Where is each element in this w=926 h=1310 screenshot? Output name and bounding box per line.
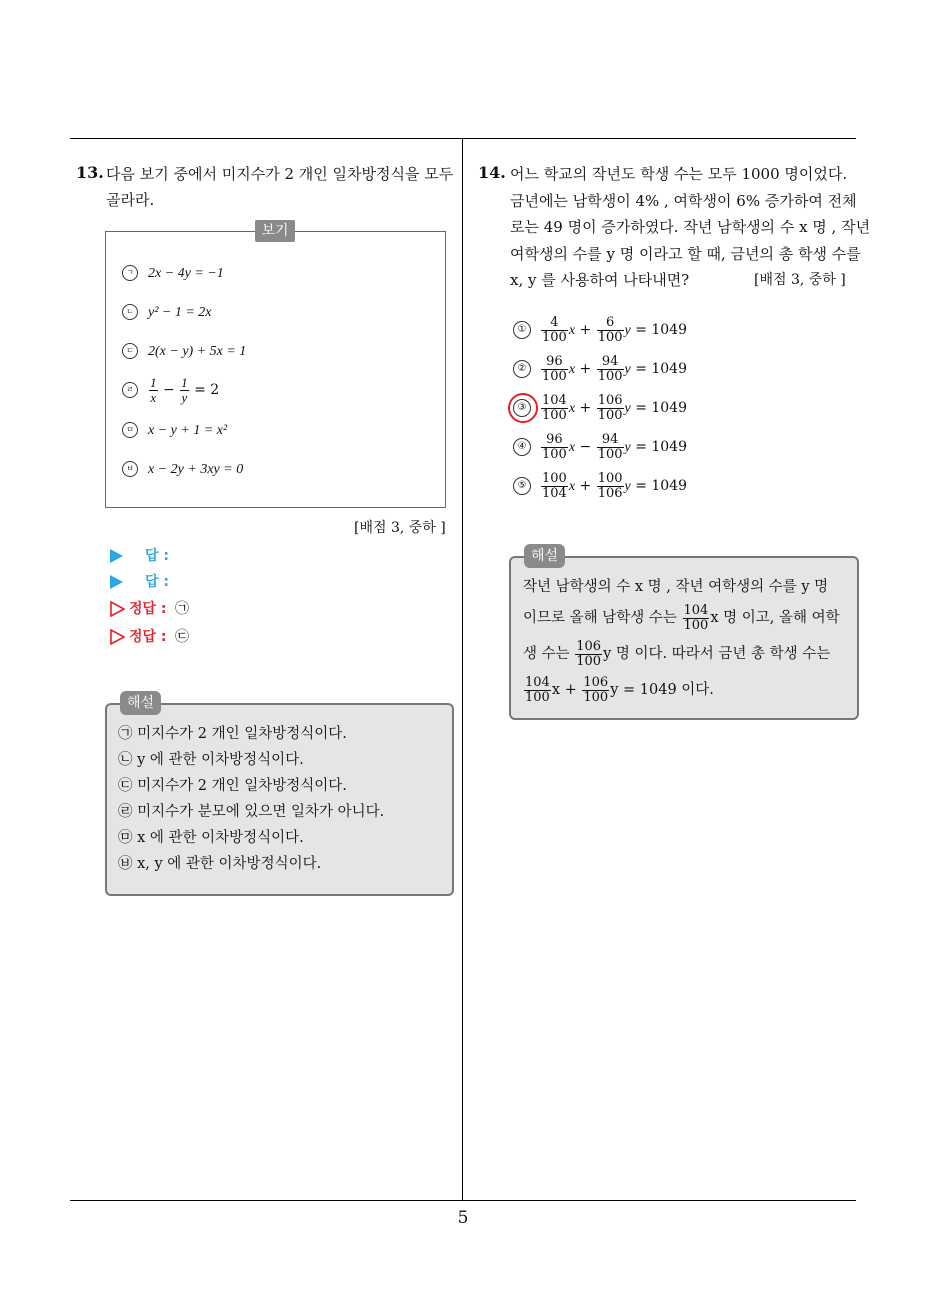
option-number: ① (513, 321, 531, 339)
bogi-item (122, 420, 227, 440)
explanation-line: ㉥ x, y 에 관한 이차방정식이다. (118, 856, 322, 872)
fraction: $\frac{104}{100}$ (525, 674, 550, 705)
bogi-label: 보기 (255, 220, 295, 242)
option-number: ② (513, 360, 531, 378)
explanation-line: 생 수는 $\frac{106}{100}$ y 명 이다. 따라서 금년 총 학생 수는 (523, 638, 831, 669)
option-2[interactable]: ② $\frac{96}{100}$ x + $\frac{94}{100}$ y = 1049 (513, 351, 687, 387)
fraction: $\frac{6}{100}$ (597, 314, 623, 345)
correct-answer-row (110, 598, 189, 620)
correct-answer-label: 정답 : (129, 601, 167, 617)
answer-label: 답 : (145, 548, 169, 564)
item-mark: ㄴ (122, 304, 138, 320)
page-number: 5 (457, 1208, 469, 1228)
fraction: $\frac{1}{x}$ (150, 374, 157, 405)
answer-label: 답 : (145, 574, 169, 590)
bogi-item (122, 372, 219, 408)
fraction: $\frac{106}{100}$ (583, 674, 609, 705)
q14-number: 14. (478, 163, 506, 182)
item-expr: x − y + 1 = x² (148, 423, 228, 438)
q14-score: [배점 3, 중하 ] (754, 272, 846, 288)
explanation-line: ㉡ y 에 관한 이차방정식이다. (118, 752, 304, 768)
q14-line: x, y 를 사용하여 나타내면? (510, 271, 690, 289)
fraction: $\frac{104}{100}$ (683, 602, 709, 633)
triangle-filled-icon (110, 549, 123, 563)
fraction: $\frac{96}{100}$ (542, 431, 567, 462)
q14-explanation-label: 해설 (524, 544, 565, 568)
item-expr: − (162, 382, 175, 398)
q13-explanation-text (118, 721, 384, 877)
answer-row (110, 545, 169, 567)
top-rule (70, 138, 856, 139)
q13-text-line1: 다음 보기 중에서 미지수가 2 개인 일차방정식을 모두 (106, 165, 454, 183)
explanation-line: 이므로 올해 남학생 수는 $\frac{104}{100}$ x 명 이고, 올해 여학 (523, 602, 840, 633)
item-expr: y² − 1 = 2x (148, 305, 212, 320)
fraction: $\frac{100}{106}$ (597, 470, 623, 501)
explanation-line: ㉠ 미지수가 2 개인 일차방정식이다. (118, 726, 347, 742)
bottom-rule (70, 1200, 856, 1201)
correct-answer-row (110, 626, 189, 648)
fraction: $\frac{1}{y}$ (181, 374, 188, 405)
correct-answer-label: 정답 : (129, 629, 167, 645)
fraction: $\frac{104}{100}$ (542, 392, 567, 423)
bogi-item (122, 459, 243, 479)
item-expr: x − 2y + 3xy = 0 (148, 462, 244, 477)
option-3[interactable]: ③ $\frac{104}{100}$ x + $\frac{106}{100}$ y = 1049 (513, 390, 687, 426)
q14-line: 여학생의 수를 y 명 이라고 할 때, 금년의 총 학생 수를 (510, 244, 861, 263)
q13-text-line2: 골라라. (106, 191, 155, 209)
option-1[interactable]: ① $\frac{4}{100}$ x + $\frac{6}{100}$ y = 1049 (513, 312, 687, 348)
option-number: ④ (513, 438, 531, 456)
item-mark: ㅁ (122, 422, 138, 438)
item-mark: ㄱ (122, 265, 138, 281)
answer-row (110, 571, 169, 593)
triangle-outline-icon (110, 601, 125, 617)
item-expr: 2x − 4y = −1 (148, 266, 224, 281)
bogi-item (122, 341, 246, 361)
q14-line: 어느 학교의 작년도 학생 수는 모두 1000 명이었다. (510, 165, 848, 183)
explanation-line: 작년 남학생의 수 x 명 , 작년 여학생의 수를 y 명 (523, 579, 829, 595)
item-mark: ㄷ (122, 343, 138, 359)
q13-number: 13. (76, 163, 104, 182)
option-5[interactable]: ⑤ $\frac{100}{104}$ x + $\frac{100}{106}$ y = 1049 (513, 468, 687, 504)
bogi-item (122, 263, 224, 283)
q13-explanation-label: 해설 (120, 691, 161, 715)
fraction: $\frac{106}{100}$ (597, 392, 623, 423)
correct-answer-value: ㉢ (174, 629, 189, 645)
bogi-item (122, 302, 212, 322)
item-expr: = 2 (194, 382, 220, 398)
fraction: $\frac{96}{100}$ (542, 353, 567, 384)
column-divider (462, 139, 463, 1201)
item-expr: 2(x − y) + 5x = 1 (148, 344, 247, 359)
fraction: $\frac{4}{100}$ (542, 314, 567, 345)
explanation-line: ㉢ 미지수가 2 개인 일차방정식이다. (118, 778, 347, 794)
explanation-line: ㉣ 미지수가 분모에 있으면 일차가 아니다. (118, 804, 385, 820)
triangle-filled-icon (110, 575, 123, 589)
q14-line: 금년에는 남학생이 4% , 여학생이 6% 증가하여 전체 (510, 191, 857, 210)
triangle-outline-icon (110, 629, 125, 645)
option-4[interactable]: ④ $\frac{96}{100}$ x − $\frac{94}{100}$ y = 1049 (513, 429, 687, 465)
option-number: ③ (513, 399, 531, 417)
explanation-line: $\frac{104}{100}$ x + $\frac{106}{100}$ y = 1049 이다. (525, 674, 714, 705)
q13-score: [배점 3, 중하 ] (354, 520, 446, 536)
fraction: $\frac{100}{104}$ (542, 470, 567, 501)
q14-line: 로는 49 명이 증가하였다. 작년 남학생의 수 x 명 , 작년 (510, 218, 871, 236)
explanation-line: ㉤ x 에 관한 이차방정식이다. (118, 830, 304, 846)
fraction: $\frac{94}{100}$ (597, 431, 623, 462)
correct-answer-value: ㉠ (174, 601, 189, 617)
option-number: ⑤ (513, 477, 531, 495)
fraction: $\frac{94}{100}$ (597, 353, 623, 384)
q14-explanation-text (523, 574, 840, 708)
fraction: $\frac{106}{100}$ (576, 638, 602, 669)
item-mark: ㄹ (122, 382, 138, 398)
item-mark: ㅂ (122, 461, 138, 477)
